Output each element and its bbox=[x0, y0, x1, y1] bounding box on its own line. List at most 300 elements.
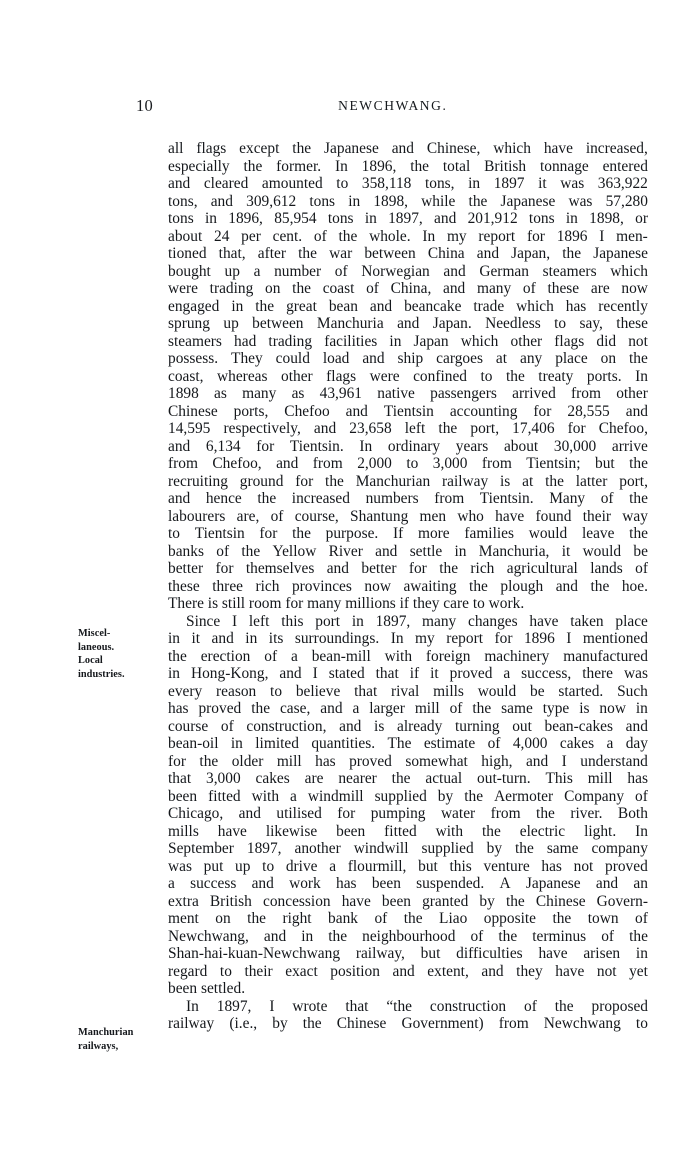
text-word: In bbox=[635, 367, 648, 385]
text-word: mentioned bbox=[582, 630, 648, 647]
text-word: the bbox=[292, 140, 312, 157]
text-word: Chinese, bbox=[426, 140, 481, 157]
text-word: tons bbox=[309, 192, 336, 210]
text-word: is bbox=[579, 700, 590, 717]
text-word: 1898, bbox=[373, 192, 409, 210]
text-word: but bbox=[418, 857, 438, 875]
text-word: of bbox=[366, 280, 379, 297]
text-word: the bbox=[498, 927, 518, 945]
text-word: construction bbox=[429, 997, 507, 1015]
text-line bbox=[168, 858, 648, 876]
text-word: are bbox=[304, 770, 324, 787]
text-word: In bbox=[635, 822, 648, 840]
text-word: have bbox=[495, 507, 525, 525]
text-word: Hong-Kong, bbox=[190, 665, 269, 682]
text-word: bank bbox=[328, 910, 358, 927]
text-word: 3,000 bbox=[432, 455, 468, 472]
text-word: an bbox=[633, 875, 648, 892]
text-word: not bbox=[628, 332, 648, 350]
text-word: the bbox=[168, 647, 187, 665]
text-word: to bbox=[336, 175, 349, 192]
text-word: in bbox=[231, 297, 244, 315]
text-word: tons bbox=[327, 210, 354, 227]
text-word: other bbox=[510, 332, 543, 350]
text-word: A bbox=[499, 875, 511, 892]
text-word: my bbox=[415, 630, 435, 647]
text-word: 1896 bbox=[556, 227, 588, 245]
text-word: extent, bbox=[427, 962, 469, 980]
text-word: proved bbox=[349, 752, 392, 770]
text-word: say, bbox=[579, 315, 603, 332]
text-word: Japan, bbox=[511, 245, 551, 262]
text-word: light. bbox=[584, 822, 617, 840]
text-word: their bbox=[582, 507, 612, 525]
text-word: tons, bbox=[424, 175, 455, 192]
text-word: port, bbox=[470, 420, 500, 437]
text-word: and bbox=[625, 717, 648, 735]
text-word: to bbox=[219, 962, 232, 980]
text-word: but bbox=[420, 945, 441, 962]
text-word: 1896 bbox=[523, 630, 555, 647]
text-word: the bbox=[255, 297, 275, 315]
text-word: in bbox=[301, 927, 314, 945]
text-word: about bbox=[168, 227, 203, 245]
text-word: were bbox=[168, 280, 198, 297]
text-word: windwill bbox=[353, 840, 409, 857]
text-word: recruiting bbox=[168, 472, 228, 490]
text-word: up bbox=[235, 857, 251, 875]
text-word: is bbox=[374, 717, 385, 735]
text-word: purpose. bbox=[325, 525, 379, 542]
text-word: machinery bbox=[484, 647, 550, 665]
text-word: proved bbox=[605, 857, 648, 875]
text-word: larger bbox=[369, 700, 405, 717]
text-word: trading bbox=[209, 280, 254, 297]
text-word: position bbox=[330, 962, 380, 980]
text-word: mill bbox=[587, 770, 613, 787]
text-word: up bbox=[224, 262, 240, 280]
text-word: in bbox=[230, 735, 243, 752]
text-word: of bbox=[334, 262, 348, 280]
text-word: surroundings. bbox=[294, 630, 380, 647]
text-word: tioned bbox=[168, 245, 207, 262]
text-word: in bbox=[635, 945, 648, 962]
text-word: respectively, bbox=[223, 420, 301, 437]
text-word: that bbox=[345, 997, 369, 1015]
text-word: but bbox=[594, 455, 615, 472]
text-word: themselves bbox=[245, 560, 315, 577]
text-word: a bbox=[290, 647, 298, 665]
text-word: Since bbox=[186, 612, 221, 630]
text-word: the bbox=[505, 892, 525, 910]
text-word: a bbox=[329, 857, 337, 875]
text-word: from bbox=[312, 455, 343, 472]
text-word: same bbox=[501, 700, 533, 717]
text-word: the bbox=[469, 577, 488, 595]
text-word: likewise bbox=[265, 822, 318, 840]
text-word: as bbox=[214, 385, 227, 402]
text-word: and bbox=[276, 455, 299, 472]
text-word: 1897, bbox=[216, 997, 252, 1015]
text-word: and bbox=[279, 665, 302, 682]
text-word: it bbox=[191, 630, 201, 647]
text-line bbox=[168, 263, 648, 281]
text-line bbox=[168, 438, 648, 456]
text-word: for bbox=[567, 420, 586, 437]
text-word: 1898 bbox=[168, 385, 199, 402]
text-line bbox=[168, 753, 648, 771]
text-word: between bbox=[364, 245, 416, 262]
text-word: for bbox=[337, 805, 356, 822]
text-word: leave bbox=[581, 525, 615, 542]
text-line bbox=[168, 928, 648, 946]
text-word: 1896, bbox=[361, 157, 397, 175]
text-word: men bbox=[419, 507, 447, 525]
text-line: been settled. bbox=[168, 980, 246, 997]
text-word: quantities. bbox=[311, 735, 376, 752]
text-word: the bbox=[438, 420, 458, 437]
text-word: In bbox=[359, 437, 373, 455]
text-line bbox=[168, 193, 648, 211]
text-word: British bbox=[209, 892, 252, 910]
text-word: manufactured bbox=[563, 647, 648, 665]
text-word: day bbox=[625, 735, 648, 752]
text-line bbox=[168, 998, 648, 1016]
text-word: success bbox=[190, 875, 237, 892]
text-line bbox=[168, 228, 648, 246]
text-line bbox=[168, 385, 648, 403]
text-word: and bbox=[443, 262, 466, 280]
text-word: been bbox=[336, 822, 366, 840]
text-word: for bbox=[215, 560, 234, 577]
text-word: if bbox=[409, 665, 420, 682]
text-word: and bbox=[211, 630, 234, 647]
text-word: tons bbox=[168, 210, 194, 227]
text-word: steamers bbox=[168, 332, 222, 350]
text-word: on bbox=[215, 910, 231, 927]
text-word: drive bbox=[285, 857, 318, 875]
text-word: water bbox=[440, 805, 476, 822]
text-word: passengers bbox=[430, 385, 497, 402]
text-word: and bbox=[168, 437, 191, 455]
text-word: tons, bbox=[168, 192, 198, 210]
text-word: arrive bbox=[611, 437, 648, 455]
text-word: had bbox=[234, 332, 257, 350]
text-word: not bbox=[573, 857, 594, 875]
text-word: it bbox=[430, 665, 439, 682]
text-word: ment bbox=[168, 910, 199, 927]
text-word: and bbox=[339, 717, 362, 735]
text-word: many bbox=[476, 280, 512, 297]
text-word: whole. bbox=[369, 227, 411, 245]
text-word: plough bbox=[500, 577, 544, 595]
text-word: Chinese bbox=[535, 892, 586, 910]
text-word: for bbox=[256, 437, 275, 455]
text-word: stated bbox=[328, 665, 365, 682]
text-word: be bbox=[530, 682, 545, 700]
text-word: 28,555 bbox=[567, 402, 610, 420]
text-word: have bbox=[217, 822, 247, 840]
text-line bbox=[168, 1015, 648, 1033]
text-word: the bbox=[328, 927, 348, 945]
text-word: this bbox=[449, 857, 472, 875]
text-word: it bbox=[538, 175, 547, 192]
text-word: from bbox=[434, 490, 465, 507]
text-word: been bbox=[381, 892, 411, 910]
text-word: estimate bbox=[423, 735, 476, 752]
text-word: a bbox=[168, 875, 175, 892]
text-word: Japan. bbox=[432, 315, 472, 332]
text-word: neighbourhood bbox=[362, 927, 456, 945]
text-line bbox=[168, 158, 648, 176]
text-word: older bbox=[231, 752, 264, 770]
text-word: Manchurian bbox=[355, 472, 431, 490]
text-word: report bbox=[478, 227, 516, 245]
text-word: the bbox=[199, 752, 219, 770]
text-word: coast, bbox=[168, 367, 204, 385]
text-word: there bbox=[582, 665, 614, 682]
text-word: started. bbox=[558, 682, 604, 700]
text-word: latter bbox=[575, 472, 608, 490]
text-word: of bbox=[524, 997, 537, 1015]
text-word: agricultural bbox=[506, 560, 578, 577]
text-word: hence bbox=[205, 490, 242, 507]
text-word: Chefoo, bbox=[212, 455, 262, 472]
text-word: be bbox=[633, 542, 648, 560]
text-word: company bbox=[591, 840, 648, 857]
text-word: somewhat bbox=[405, 752, 468, 770]
text-word: the bbox=[552, 910, 572, 927]
text-word: it bbox=[561, 542, 571, 560]
text-word: every bbox=[168, 682, 203, 700]
text-word: They bbox=[231, 350, 263, 367]
text-word: a bbox=[606, 735, 614, 752]
text-word: all bbox=[168, 140, 184, 157]
text-word: railway, bbox=[355, 945, 405, 962]
text-word: is bbox=[500, 472, 511, 490]
text-word: 358,118 bbox=[361, 175, 412, 192]
text-word: the bbox=[410, 157, 430, 175]
text-word: especially bbox=[168, 157, 230, 175]
text-word: 1897 bbox=[493, 175, 525, 192]
text-word: the bbox=[629, 490, 648, 507]
text-word: rich bbox=[255, 577, 280, 595]
text-word: provinces bbox=[291, 577, 352, 595]
text-line bbox=[168, 788, 648, 806]
text-word: I bbox=[566, 630, 572, 647]
text-word: to bbox=[635, 1015, 648, 1032]
text-word: venture bbox=[483, 857, 530, 875]
text-word: foreign bbox=[425, 647, 471, 665]
text-word: In bbox=[334, 157, 348, 175]
text-word: that, bbox=[218, 245, 246, 262]
text-word: mill bbox=[414, 700, 440, 717]
text-word: railway bbox=[441, 472, 489, 490]
text-word: which bbox=[516, 297, 554, 315]
text-word: Norwegian bbox=[361, 262, 430, 280]
text-word: and bbox=[369, 297, 393, 315]
text-word: other bbox=[616, 385, 648, 402]
text-word: Chinese bbox=[336, 1015, 387, 1032]
text-word: of bbox=[522, 280, 536, 297]
text-word: railway bbox=[168, 1015, 215, 1032]
text-word: Liao bbox=[439, 910, 468, 927]
text-word: to bbox=[168, 525, 180, 542]
text-word: which bbox=[610, 262, 648, 280]
text-line bbox=[168, 700, 648, 718]
text-line bbox=[168, 945, 648, 963]
text-word: and bbox=[434, 210, 457, 227]
text-word: possess. bbox=[168, 350, 219, 367]
text-word: Aermoter bbox=[494, 787, 554, 805]
text-word: pumping bbox=[370, 805, 426, 822]
text-word: Tientsin; bbox=[526, 455, 581, 472]
text-word: proved bbox=[449, 665, 493, 682]
text-word: of bbox=[270, 507, 284, 525]
text-word: been bbox=[168, 787, 198, 805]
text-word: ordinary bbox=[387, 437, 441, 455]
text-word: another bbox=[294, 840, 341, 857]
text-word: the bbox=[554, 997, 574, 1015]
text-word: 57,280 bbox=[605, 192, 648, 210]
text-line bbox=[168, 490, 648, 508]
text-word: total bbox=[442, 157, 471, 175]
text-word: I bbox=[232, 612, 238, 630]
text-word: by bbox=[479, 892, 495, 910]
text-word: from bbox=[490, 805, 521, 822]
text-word: for bbox=[168, 752, 186, 770]
text-word: in bbox=[168, 630, 180, 647]
text-word: of bbox=[470, 927, 484, 945]
text-word: in bbox=[204, 210, 217, 227]
text-line bbox=[168, 245, 648, 263]
text-word: to bbox=[480, 367, 493, 385]
text-word: actual bbox=[425, 770, 463, 787]
text-word: of bbox=[601, 927, 615, 945]
marginal-line: laneous. bbox=[78, 641, 115, 653]
text-word: men- bbox=[616, 227, 648, 245]
text-word: while bbox=[421, 192, 456, 210]
text-word: and bbox=[345, 402, 368, 420]
text-word: flags bbox=[554, 332, 585, 350]
text-word: the bbox=[464, 787, 484, 805]
text-word: German bbox=[479, 262, 529, 280]
text-word: and bbox=[525, 752, 549, 770]
text-line bbox=[168, 770, 648, 788]
text-word: amounted bbox=[261, 175, 323, 192]
text-word: banks bbox=[168, 542, 204, 560]
text-word: ground bbox=[239, 472, 284, 490]
text-word: mills bbox=[433, 682, 464, 700]
text-word: with bbox=[435, 822, 464, 840]
text-line bbox=[168, 840, 648, 858]
text-word: fitted bbox=[384, 822, 417, 840]
text-word: and bbox=[476, 245, 500, 262]
text-word: that bbox=[168, 770, 192, 787]
text-word: windmill bbox=[307, 787, 364, 805]
text-word: from bbox=[498, 1015, 529, 1032]
text-word: suspended. bbox=[416, 875, 485, 892]
text-word: bought bbox=[168, 262, 211, 280]
body-text-column bbox=[168, 140, 648, 1033]
text-word: former. bbox=[276, 157, 322, 175]
text-word: numbers bbox=[365, 490, 419, 507]
text-word: the bbox=[472, 700, 492, 717]
text-word: of bbox=[216, 542, 230, 560]
text-word: utilised bbox=[276, 805, 322, 822]
text-word: turning bbox=[455, 717, 500, 735]
text-line bbox=[168, 963, 648, 981]
text-word: with bbox=[384, 647, 413, 665]
text-word: Manchuria, bbox=[478, 542, 550, 560]
text-word: in bbox=[364, 210, 377, 227]
text-word: supplied bbox=[421, 840, 474, 857]
text-word: Chefoo bbox=[284, 402, 330, 420]
text-word: regard bbox=[168, 962, 208, 980]
text-word: the bbox=[325, 472, 344, 490]
text-word: limited bbox=[255, 735, 299, 752]
text-word: understand bbox=[580, 752, 648, 770]
text-line bbox=[168, 735, 648, 753]
text-word: which bbox=[493, 140, 531, 157]
text-word: that bbox=[375, 665, 399, 682]
text-word: of bbox=[313, 227, 327, 245]
text-word: Tientsin bbox=[194, 525, 245, 542]
marginal-line: Manchurian bbox=[78, 1027, 134, 1038]
text-word: bean bbox=[328, 297, 358, 315]
text-word: could bbox=[275, 350, 310, 367]
text-word: the bbox=[292, 280, 311, 297]
text-word: for bbox=[408, 560, 427, 577]
text-word: case, bbox=[279, 700, 311, 717]
text-word: bean-cakes bbox=[544, 717, 614, 735]
text-word: number bbox=[274, 262, 322, 280]
text-word: Chicago, bbox=[168, 805, 224, 822]
text-word: are, bbox=[236, 507, 260, 525]
text-word: The bbox=[387, 735, 412, 752]
text-line bbox=[168, 368, 648, 386]
text-word: the bbox=[562, 245, 582, 262]
text-word: and bbox=[238, 805, 261, 822]
text-word: for bbox=[295, 472, 314, 490]
text-word: flourmill, bbox=[347, 857, 407, 875]
text-word: better bbox=[361, 560, 397, 577]
text-word: of bbox=[374, 910, 388, 927]
text-word: arrived bbox=[512, 385, 556, 402]
text-word: have bbox=[543, 140, 573, 157]
text-word: ports. bbox=[586, 367, 622, 385]
text-word: whereas bbox=[217, 367, 268, 385]
text-word: Japanese bbox=[324, 140, 379, 157]
text-word: same bbox=[546, 840, 579, 857]
text-word: reason bbox=[216, 682, 257, 700]
text-word: the bbox=[298, 245, 317, 262]
text-word: the bbox=[302, 1015, 322, 1032]
text-word: (i.e., bbox=[229, 1015, 258, 1032]
text-word: for bbox=[533, 402, 552, 420]
text-line bbox=[168, 630, 648, 648]
text-word: cent. bbox=[272, 227, 303, 245]
text-word: 4,000 bbox=[512, 735, 548, 752]
text-word: and bbox=[555, 577, 578, 595]
text-word: terminus bbox=[532, 927, 587, 945]
text-word: bean-oil bbox=[168, 735, 219, 752]
text-word: has bbox=[627, 770, 648, 787]
text-word: Company bbox=[564, 787, 625, 805]
text-word: Manchuria bbox=[316, 315, 384, 332]
text-word: better bbox=[168, 560, 204, 577]
text-line bbox=[168, 823, 648, 841]
